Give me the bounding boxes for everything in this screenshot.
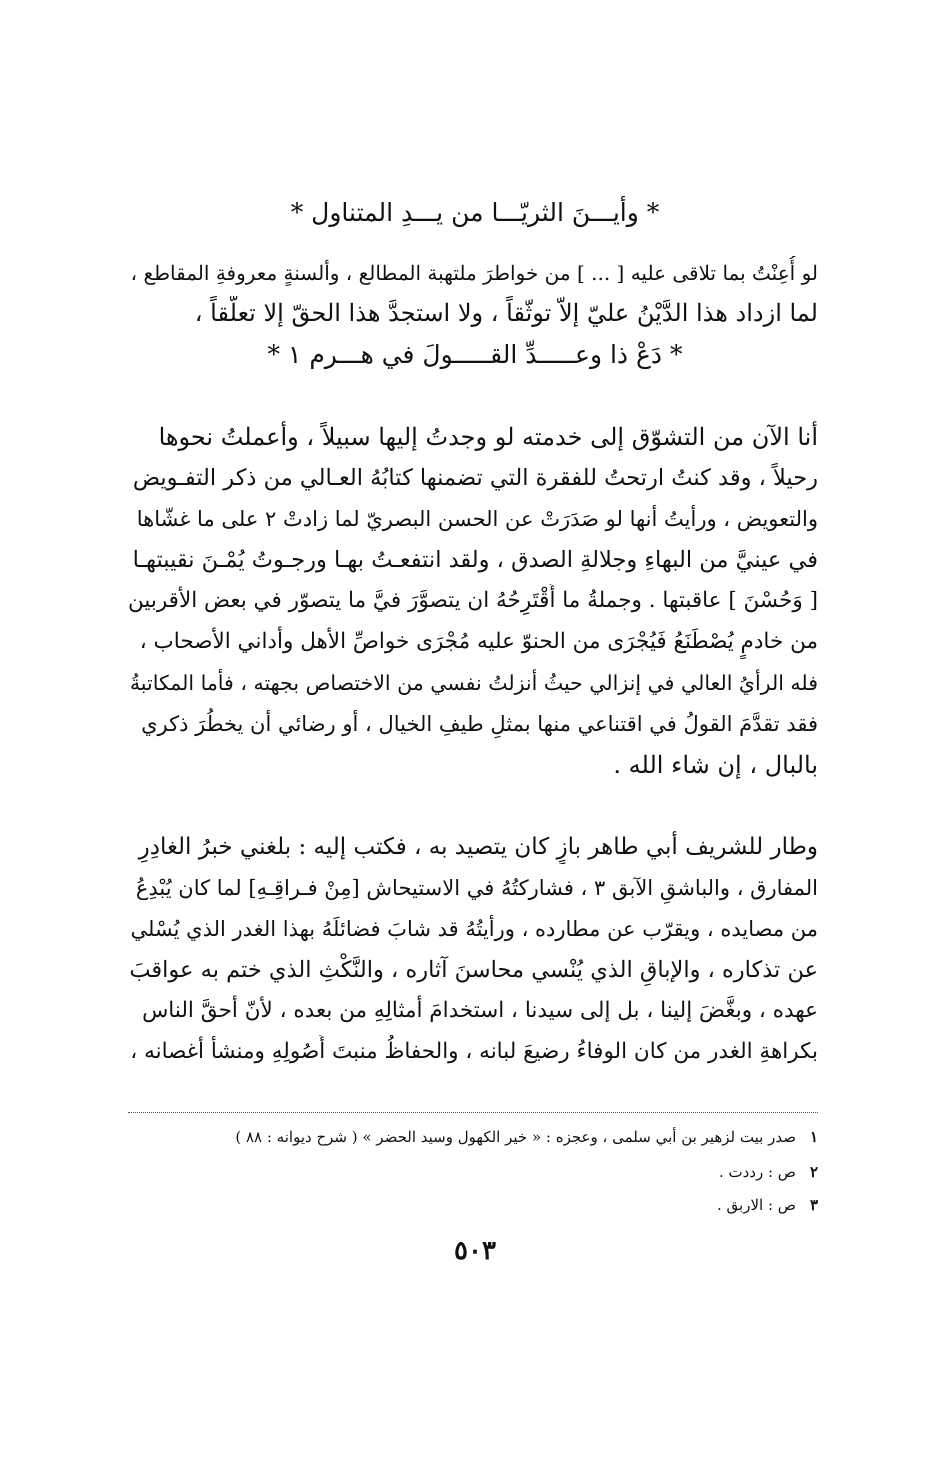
footnote-3 xyxy=(128,1194,818,1216)
footnote-text: ص : الاربق . xyxy=(717,1196,796,1214)
text-line: عهده ، وبغَّضَ إلينا ، بل إلى سيدنا ، استخدامَ أمثالِهِ من بعده ، لأنّ أحقَّ الناس xyxy=(142,998,818,1023)
text-line: والتعويض ، ورأيتُ أنها لو صَدَرَتْ عن الحسن البصريّ لما زادتْ ٢ على ما غشّاها xyxy=(136,507,818,531)
text-line: فقد تقدَّمَ القولُ في اقتناعي منها بمثلِ طيفِ الخيال ، أو رضائي أن يخطُرَ ذكري xyxy=(141,712,818,736)
text-line: لو أُعِنْتُ بما تلاقى عليه [ ... ] من خواطرَ ملتهبة المطالع ، وألسنةٍ معروفةِ المقاطع ، xyxy=(130,261,818,285)
text-line: لما ازداد هذا الدَّيْنُ عليّ إلاّ توثّقاً ، ولا استجدَّ هذا الحقّ إلا تعلُّقاً ، xyxy=(194,299,818,327)
footnote-2 xyxy=(128,1161,818,1183)
text-line: فله الرأيُ العالي في إنزالي حيثُ أنزلتُ نفسي من الاختصاص بجهته ، فأما المكاتبةُ xyxy=(129,671,818,695)
text-line: من خادمٍ يُصْطَنَعُ فَيُجْرَى من الحنوّ عليه مُجْرَى خواصِّ الأهل وأداني الأصحاب ، xyxy=(139,629,818,654)
text-line: أنا الآن من التشوّق إلى خدمته لو وجدتُ إليها سبيلاً ، وأعملتُ نحوها xyxy=(158,423,818,451)
footnote-divider xyxy=(128,1112,818,1113)
text-line: المفارق ، والباشقِ الآبق ٣ ، فشاركتُهُ في الاستيحاش [مِنْ فـراقِـهِ] لما كان يُبْدِعُ xyxy=(135,876,818,900)
verse-line-2: * دَعْ ذا وعـــــدِّ القـــــولَ في هـــرم ١ * xyxy=(267,340,683,369)
text-line: رحيلاً ، وقد كنتُ ارتحتُ للفقرة التي تضمنها كتابُهُ العـالي من ذكر التفـويض xyxy=(132,465,818,491)
footnote-text: ص : رددت . xyxy=(718,1163,796,1181)
footnote-number: ٢ xyxy=(809,1163,818,1181)
text-line: من مصايده ، ويقرّب عن مطارده ، ورأيتُهُ قد شابَ فضائلَهُ بهذا الغدر الذي يُسْلي xyxy=(130,917,818,941)
text-line: عن تذكاره ، والإباقِ الذي يُنْسي محاسنَ آثاره ، والنَّكْثِ الذي ختم به عواقبَ xyxy=(129,957,818,983)
verse-line-1: * وأيـــنَ الثريّـــا من يـــدِ المتناول * xyxy=(290,198,660,227)
text-line: في عينيَّ من البهاءِ وجلالةِ الصدق ، ولقد انتفعـتُ بهـا ورجـوتُ يُمْـنَ نقيبتهـا xyxy=(132,547,818,573)
text-line: وطار للشريف أبي طاهر بازٍ كان يتصيد به ، فكتب إليه : بلغني خبرُ الغادِرِ xyxy=(138,834,818,860)
text-line: [ وَحُسْنَ ] عاقبتها . وجملةُ ما أَقْتَرِحُهُ ان يتصوَّرَ فيَّ ما يتصوّر في بعض الأقربين xyxy=(128,588,818,613)
footnote-1 xyxy=(128,1126,818,1148)
footnote-number: ١ xyxy=(809,1128,818,1146)
footnote-text: صدر بيت لزهير بن أبي سلمى ، وعجزه : « خير الكهول وسيد الحضر » ( شرح ديوانه : ٨٨ ) xyxy=(235,1128,796,1146)
footnote-number: ٣ xyxy=(809,1196,818,1214)
page-number: ٥٠٣ xyxy=(454,1236,496,1266)
text-line: بكراهةِ الغدر من كان الوفاءُ رضيعَ لبانه ، والحفاظُ منبتَ أُصُولِهِ ومنشأَ أغصانه ، xyxy=(130,1039,818,1064)
text-line: بالبال ، إن شاء الله . xyxy=(613,751,818,779)
